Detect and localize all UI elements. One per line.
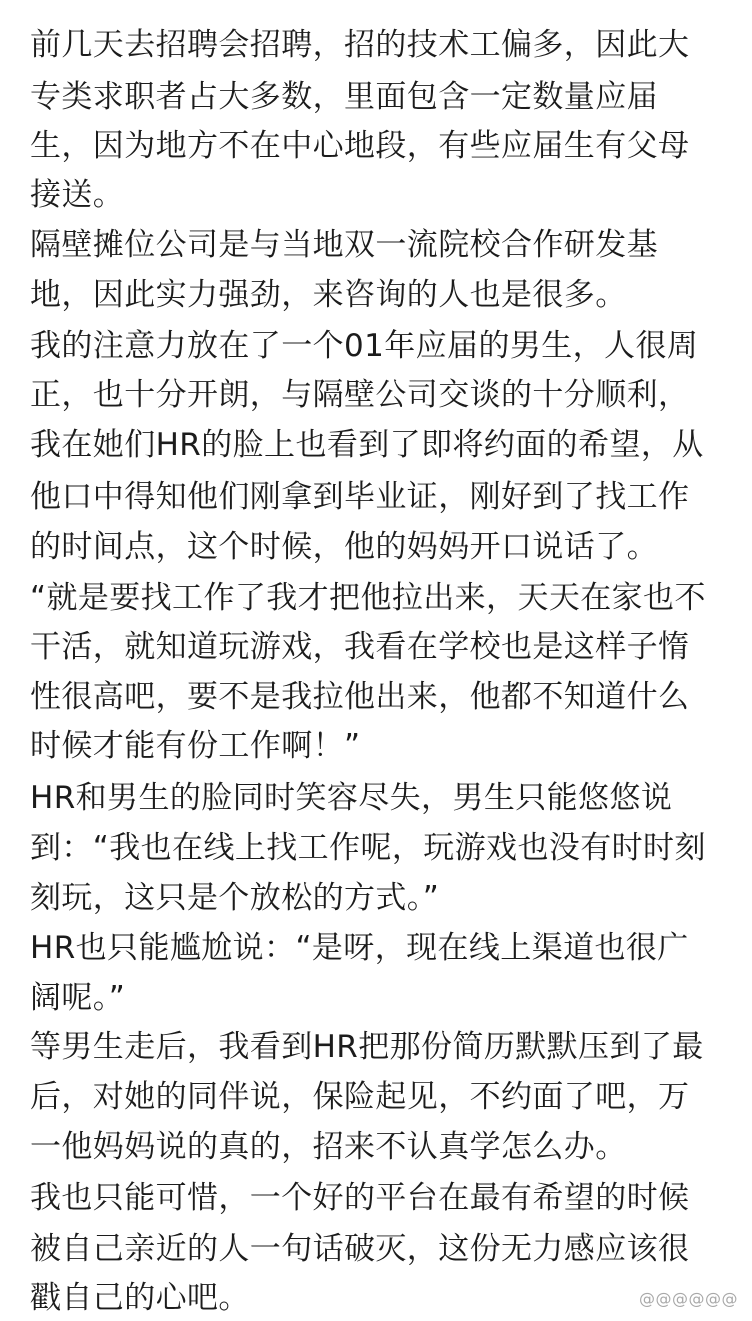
text-line: 我的注意力放在了一个01年应届的男生，人很周 xyxy=(30,328,699,364)
text-line: 正，也十分开朗，与隔壁公司交谈的十分顺利， xyxy=(30,377,690,413)
text-line: 后，对她的同伴说，保险起见，不约面了吧，万 xyxy=(30,1079,690,1115)
text-line: 一他妈妈说的真的，招来不认真学怎么办。 xyxy=(30,1129,627,1165)
text-line: 专类求职者占大多数，里面包含一定数量应届 xyxy=(30,79,658,115)
text-line: 性很高吧，要不是我拉他出来，他都不知道什么 xyxy=(30,679,690,715)
text-line: 接送。 xyxy=(30,177,125,213)
text-line: 被自己亲近的人一句话破灭，这份无力感应该很 xyxy=(30,1231,690,1267)
text-line: 阔呢。” xyxy=(30,980,126,1016)
text-line: 刻玩，这只是个放松的方式。” xyxy=(30,880,440,916)
text-line: 戳自己的心吧。 xyxy=(30,1280,250,1316)
text-line: 地，因此实力强劲，来咨询的人也是很多。 xyxy=(30,277,627,313)
text-line: 时候才能有份工作啊！” xyxy=(30,728,361,764)
text-line: HR也只能尴尬说：“是呀，现在线上渠道也很广 xyxy=(30,930,689,966)
watermark: @@@@@@ xyxy=(639,1289,738,1308)
text-line: 我在她们HR的脸上也看到了即将约面的希望，从 xyxy=(30,427,704,463)
text-line: 到：“我也在线上找工作呢，玩游戏也没有时时刻 xyxy=(30,830,706,866)
text-line: 隔壁摊位公司是与当地双一流院校合作研发基 xyxy=(30,227,658,263)
text-line: 他口中得知他们刚拿到毕业证，刚好到了找工作 xyxy=(30,479,690,515)
text-line: 生，因为地方不在中心地段，有些应届生有父母 xyxy=(30,128,690,164)
text-line: 等男生走后，我看到HR把那份简历默默压到了最 xyxy=(30,1029,704,1065)
text-line: 前几天去招聘会招聘，招的技术工偏多，因此大 xyxy=(30,27,690,63)
text-line: 的时间点，这个时候，他的妈妈开口说话了。 xyxy=(30,529,658,565)
text-line: “就是要找工作了我才把他拉出来，天天在家也不 xyxy=(30,580,706,616)
text-line: HR和男生的脸同时笑容尽失，男生只能悠悠说 xyxy=(30,780,673,816)
text-line: 干活，就知道玩游戏，我看在学校也是这样子惰 xyxy=(30,629,690,665)
text-line: 我也只能可惜，一个好的平台在最有希望的时候 xyxy=(30,1180,690,1216)
